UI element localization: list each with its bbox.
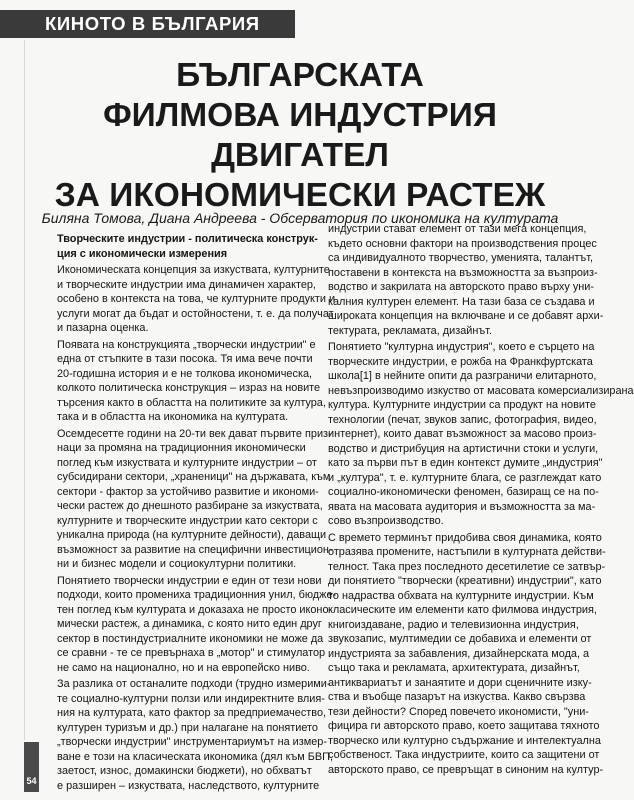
paragraph: [57, 263, 336, 336]
text-line: и творческите индустрии има динамичен характер,: [57, 278, 316, 291]
text-line: поглед към изкуствата и културните индустрии – от: [57, 456, 317, 469]
text-line: подходи, които промениха традиционния унил, бюдже-: [57, 589, 337, 601]
text-line: авторското право, се превръщат в синоним на култур-: [328, 763, 604, 776]
text-line: 20-годишна история и е не толкова икономическа,: [57, 367, 313, 380]
text-line: антиквариатът и занаятите и дори сценичните изку-: [328, 676, 592, 689]
text-line: също така и рекламата, архитектурата, дизайнът,: [328, 662, 580, 674]
text-line: невъзпроизводимо изкуство от масовата комерсиализирана: [328, 384, 634, 397]
text-line: книгоиздаване, радио и телевизионна индустрия,: [328, 618, 579, 631]
text-line: Икономическата концепция за изкуствата, културните: [57, 264, 330, 276]
text-line: Творческите индустрии - политическа конструк-: [57, 233, 318, 245]
text-line: култура. Културните индустрии са продукт на новите: [328, 399, 596, 411]
text-line: калния културен елемент. На тази база се създава и: [328, 295, 595, 308]
text-line: ни и бизнес модели и социокултурни политики.: [57, 558, 297, 570]
text-line: водство и дистрибуция на артистични стоки и услуги,: [328, 442, 599, 455]
text-line: класическите им елементи като филмова индустрия,: [328, 604, 597, 616]
text-line: културен туризъм и др.) при налагане на понятието: [57, 721, 318, 734]
text-line: технологии (печат, звуков запис, фотография, видео,: [328, 413, 597, 426]
text-line: тен поглед към културата и доказаха не просто иконо-: [57, 603, 333, 616]
text-line: социално-икономически феномен, базиращ се на по-: [328, 486, 599, 498]
text-line: поставени в контекста на възможността за възпроиз-: [328, 266, 598, 279]
title-line: ДВИГАТЕЛ: [211, 137, 389, 174]
title-line: ФИЛМОВА ИНДУСТРИЯ: [103, 97, 497, 134]
text-line: не само на национално, но и на европейско ниво.: [57, 661, 310, 674]
text-line: С времето терминът придобива своя динамика, която: [328, 531, 602, 544]
text-line: тези дейности? Според повечето икономисти, "уни-: [328, 705, 589, 718]
text-line: явата на масовата аудитория и възможността за ма-: [328, 500, 596, 513]
text-line: културните и творческите индустрии като сектори с: [57, 514, 318, 527]
text-line: Осемдесетте години на 20-ти век дават първите приз-: [57, 427, 332, 440]
paragraph: [328, 222, 604, 338]
text-line: услуги могат да бъдат и остойностени, т. е. да получат: [57, 307, 334, 320]
text-line: ния на културата, като фактор за предприемачество,: [57, 707, 327, 719]
text-line: сектори - фактор за устойчиво развитие и икономи-: [57, 485, 319, 498]
paragraph: [57, 677, 334, 793]
text-line: школа[1] в нейните опити да разграничи елитарното,: [328, 370, 597, 382]
left-text-column: [57, 232, 337, 792]
text-line: Появата на конструкцията „творчески индустрии" е: [57, 338, 316, 351]
text-line: индустрията за забавления, дизайнерската мода, а: [328, 647, 590, 660]
text-line: Понятието "културна индустрия", което е сърцето на: [328, 341, 595, 353]
text-line: Понятието творчески индустрии е един от тези нови: [57, 574, 322, 587]
text-line: се сравни - те се превърнаха в „мотор" и стимулатор: [57, 647, 326, 659]
text-line: са индивидуалното творчество, уменията, талантът,: [328, 252, 594, 264]
text-line: „творчески индустрии" инструментариумът на измер-: [57, 736, 327, 748]
section-header-label: КИНОТО В БЪЛГАРИЯ: [45, 13, 260, 34]
article-authors: Биляна Томова, Диана Андреева - Обсерватория по икономика на културата: [41, 210, 559, 226]
text-line: една от стъпките в тази посока. Тя има вече почти: [57, 353, 313, 365]
text-line: те социално-културни ползи или индиректните влия-: [57, 692, 325, 705]
text-line: фицира ги авторското право, което защитава тяхното: [328, 720, 600, 732]
text-line: така и в областта на икономика на културата.: [57, 411, 289, 423]
paragraph: [57, 427, 333, 572]
text-line: то надраства обхвата на културните индустрии. Към: [328, 589, 594, 602]
text-line: сектор в постиндустриалните икономики не може да: [57, 632, 324, 645]
text-line: водство и закрилата на авторското право върху уни-: [328, 281, 594, 293]
text-line: заетост, износ, домакински бюджети), но обхватът: [57, 765, 312, 777]
text-line: ция с икономически измерения: [57, 247, 228, 260]
text-line: тектурата, рекламата, дизайнът.: [328, 324, 492, 337]
text-line: телност. Така през последното десетилетие се затвър-: [328, 560, 606, 573]
text-line: интернет), които дават възможност за масово произ-: [328, 428, 597, 440]
text-line: ване е този на класическата икономика (дял към БВП,: [57, 750, 334, 763]
text-line: особено в контекста на това, че културните продукти и: [57, 293, 336, 305]
text-line: наци за промяна на традиционния икономически: [57, 442, 306, 454]
right-text-column: [328, 222, 634, 776]
text-line: мически растеж, а динамика, с която нито един друг: [57, 618, 322, 630]
paragraph: [57, 338, 326, 425]
text-line: творческите индустрии, е рожба на Франкфуртската: [328, 355, 593, 368]
text-line: ства и въобще пазарът на изкуства. Какво свързва: [328, 691, 586, 703]
text-line: отразява промените, настъпили в културната действи-: [328, 546, 606, 558]
text-line: сово възпроизводство.: [328, 515, 444, 527]
text-line: е разширен – изкуствата, наследството, културните: [57, 779, 320, 792]
text-line: колкото политическа конструкция – израз на новите: [57, 382, 321, 394]
text-line: творческо или културно съдържание и интелектуална: [328, 734, 601, 747]
text-line: възможност за развитие на специфични инвестицион-: [57, 543, 333, 556]
text-line: широката концепция на включване и се добавят архи-: [328, 310, 604, 322]
section-heading: [57, 232, 318, 261]
text-line: звукозапис, мултимедии се добавиха и елементи от: [328, 633, 592, 645]
paragraph: [57, 574, 337, 676]
text-line: субсидирани сектори, „храненици" на държавата, към: [57, 471, 331, 483]
title-line: ЗА ИКОНОМИЧЕСКИ РАСТЕЖ: [54, 177, 546, 214]
text-line: където основни фактори на производствения процес: [328, 237, 597, 250]
text-line: като за първи път в един контекст думите „индустрия": [328, 457, 603, 469]
article-title: [0, 56, 600, 216]
text-line: ди понятието "творчески (креативни) индустрии", като: [328, 575, 602, 587]
page-number: 54: [26, 776, 37, 786]
text-line: и пазарна оценка.: [57, 322, 149, 334]
text-line: собственост. Така индустриите, които са защитени от: [328, 749, 600, 761]
text-line: индустрии стават елемент от тази мега концепция,: [328, 223, 587, 235]
text-line: уникална природа (на културните дейности), даващи: [57, 529, 327, 541]
paragraph: [328, 531, 606, 778]
text-line: търсения както в областта на политиките за култура,: [57, 396, 326, 409]
paragraph: [328, 340, 634, 529]
text-line: чески растеж до днешното разбиране за изкуствата,: [57, 500, 323, 512]
text-line: и „култура", т. е. културните блага, се разглеждат като: [328, 471, 602, 484]
title-line: БЪЛГАРСКАТА: [176, 57, 424, 94]
text-line: За разлика от останалите подходи (трудно измерими-: [57, 678, 331, 690]
